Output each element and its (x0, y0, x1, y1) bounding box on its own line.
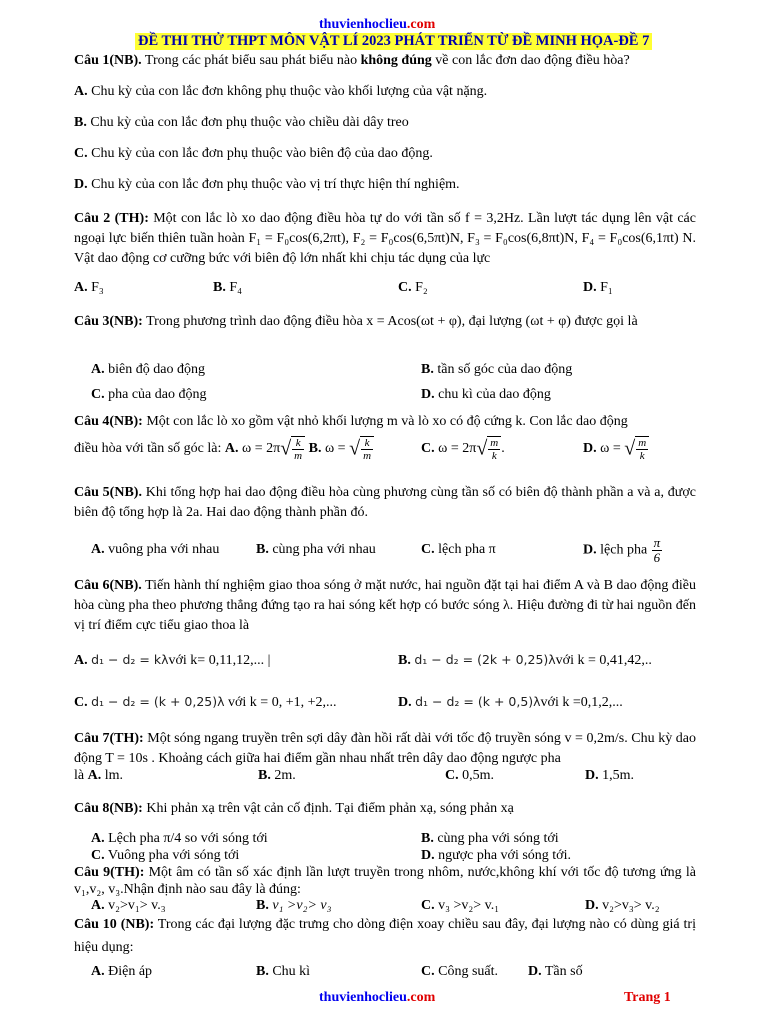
question-text: Một âm có tần số xác định lần lượt truyền trong nhôm, nước,không khí với tốc độ tương ứng là v₁,v₂, v₃.Nhận định nào sau đây là đúng: (74, 865, 696, 897)
q4-option-a: A. ω = 2π√ $\frac{k}{m}$ (225, 441, 305, 456)
question-label: Câu 5(NB). (74, 485, 142, 500)
q8-option-d: D. ngược pha với sóng tới. (421, 848, 571, 863)
q1-option-a: A. Chu kỳ của con lắc đơn không phụ thuộc vào khối lượng của vật nặng. (74, 84, 488, 99)
question-2 (74, 209, 696, 269)
question-4 (74, 412, 696, 432)
question-text: điều hòa với tần số góc là: (74, 441, 225, 457)
question-label: Câu 9(TH): (74, 865, 145, 880)
q10-option-d: D. Tần số (528, 964, 583, 979)
q1-option-d: D. Chu kỳ của con lắc đơn phụ thuộc vào vị trí thực hiện thí nghiệm. (74, 177, 460, 192)
q3-option-a: A. biên độ dao động (91, 362, 205, 377)
site-tld: .com (406, 990, 436, 1005)
q8-option-c: C. Vuông pha với sóng tới (91, 848, 240, 863)
q7-option-b: B. 2m. (258, 768, 296, 783)
question-text: Trong các đại lượng đặc trưng cho dòng điện xoay chiều sau đây, đại lượng nào có dùng giá trị hiệu dụng: (74, 917, 696, 955)
equation: d₁ − d₂ = (2k + 0,25)λ (414, 652, 556, 667)
question-label: Câu 10 (NB): (74, 917, 155, 932)
question-1 (74, 51, 696, 71)
q2-option-a: A. F₃ (74, 280, 104, 295)
question-label: Câu 8(NB): (74, 801, 143, 816)
site-header-link[interactable] (319, 17, 435, 33)
q6-option-b: B. d₁ − d₂ = (2k + 0,25)λvới k = 0,41,42,.. (398, 652, 652, 668)
site-name: thuvienhoclieu (319, 990, 407, 1005)
equation: d₁ − d₂ = (k + 0,5)λ (415, 694, 541, 709)
q4-option-d: D. ω = √ $\frac{m}{k}$ (583, 436, 649, 462)
q6-option-d: D. d₁ − d₂ = (k + 0,5)λvới k =0,1,2,... (398, 694, 623, 710)
question-7 (74, 729, 696, 769)
q8-option-a: A. Lệch pha π/4 so với sóng tới (91, 831, 268, 846)
q7-option-a: là A. lm. (74, 768, 124, 783)
question-text: Khi phản xạ trên vật cản cố định. Tại điểm phản xạ, sóng phản xạ (142, 801, 514, 816)
exam-title: ĐỀ THI THỬ THPT MÔN VẬT LÍ 2023 PHÁT TRIỂN TỪ ĐỀ MINH HỌA-ĐỀ 7 (135, 33, 652, 50)
q2-option-b: B. F₄ (213, 280, 243, 295)
q9-option-a: A. v₂>v₁> v.₃ (91, 898, 166, 913)
question-8 (74, 799, 696, 819)
q5-option-d: D. lệch pha $\frac{\pi}{6}$ (583, 535, 661, 565)
question-text: Một con lắc lò xo dao động điều hòa tự do với tần số f = 3,2Hz. Lần lượt tác dụng lên vật các ngoại lực biến thiên tuần hoàn F₁ = F₀cos(6,2πt), F₂ = F₀cos(6,5πt)N, F₃ = F₀cos(6,8πt)N, F₄ = F₀cos(6,1πt) N. Vật dao động cơ cưỡng bức với biên độ lớn nhất khi chịu tác dụng của lực (74, 211, 696, 266)
q6-option-a: A. d₁ − d₂ = kλvới k= 0,11,12,... | (74, 652, 271, 668)
question-text: Một con lắc lò xo gồm vật nhỏ khối lượng m và lò xo có độ cứng k. Con lắc dao động (142, 414, 628, 429)
page-number: Trang 1 (624, 990, 671, 1005)
question-label: Câu 2 (TH): (74, 211, 149, 226)
q1-option-b: B. Chu kỳ của con lắc đơn phụ thuộc vào chiều dài dây treo (74, 115, 409, 130)
q9-option-d: D. v₂>v₃> v.₂ (585, 898, 660, 913)
question-3 (74, 312, 696, 332)
q3-option-d: D. chu kì của dao động (421, 387, 551, 402)
q7-option-d: D. 1,5m. (585, 768, 635, 783)
equation: d₁ − d₂ = (k + 0,25)λ (91, 694, 225, 709)
q2-option-d: D. F₁ (583, 280, 613, 295)
question-5 (74, 483, 696, 523)
q10-option-c: C. Công suất. (421, 964, 499, 979)
question-6 (74, 576, 696, 636)
question-label: Câu 4(NB): (74, 414, 143, 429)
q9-option-b: B. v₁ >v₂> v₃ (256, 898, 332, 913)
site-tld: .com (406, 17, 436, 32)
q5-option-a: A. vuông pha với nhau (91, 542, 220, 557)
q3-option-b: B. tần số góc của dao động (421, 362, 573, 377)
question-label: Câu 1(NB). (74, 53, 142, 68)
question-label: Câu 7(TH): (74, 731, 144, 746)
equation: d₁ − d₂ = kλ (91, 652, 169, 667)
question-label: Câu 6(NB). (74, 578, 142, 593)
site-name: thuvienhoclieu (319, 17, 407, 32)
question-emphasis: không đúng (360, 53, 432, 68)
q4-options-line (74, 436, 374, 462)
q6-option-c: C. d₁ − d₂ = (k + 0,25)λ với k = 0, +1, +2,... (74, 694, 337, 710)
q2-option-c: C. F₂ (398, 280, 428, 295)
q1-option-c: C. Chu kỳ của con lắc đơn phụ thuộc vào biên độ của dao động. (74, 146, 433, 161)
question-text: Trong các phát biểu sau phát biểu nào (141, 53, 361, 68)
q10-option-a: A. Điện áp (91, 964, 153, 979)
q4-option-b: B. ω = √ $\frac{k}{m}$ (309, 441, 374, 456)
q8-option-b: B. cùng pha với sóng tới (421, 831, 559, 846)
q9-option-c: C. v₃ >v₂> v.₁ (421, 898, 500, 913)
question-text: về con lắc đơn dao động điều hòa? (431, 53, 630, 68)
q5-option-b: B. cùng pha với nhau (256, 542, 376, 557)
site-footer-link[interactable] (319, 990, 435, 1006)
question-label: Câu 3(NB): (74, 314, 143, 329)
question-text: Khi tổng hợp hai dao động điều hòa cùng phương cùng tần số có biên độ thành phần a và a, được biên độ tổng hợp là 2a. Hai dao động thành phần đó. (74, 485, 696, 520)
question-text: Một sóng ngang truyền trên sợi dây đàn hồi rất dài với tốc độ truyền sóng v = 0,2m/s. Chu kỳ dao động T = 10s . Khoảng cách giữa hai điểm gần nhau nhất trên dây dao động ngược pha (74, 731, 696, 766)
question-9 (74, 864, 696, 898)
question-10 (74, 913, 696, 959)
question-text: Tiến hành thí nghiệm giao thoa sóng ở mặt nước, hai nguồn đặt tại hai điểm A và B dao động điều hòa cùng pha theo phương thẳng đứng tạo ra hai sóng kết hợp có bước sóng λ. Hiệu đường đi từ hai nguồn đến vị trí điểm cực tiểu giao thoa là (74, 578, 697, 633)
q7-option-c: C. 0,5m. (445, 768, 495, 783)
q10-option-b: B. Chu kì (256, 964, 311, 979)
q4-option-c: C. ω = 2π√ $\frac{m}{k}$ . (421, 437, 505, 462)
question-text: Trong phương trình dao động điều hòa x = Acos(ωt + φ), đại lượng (ωt + φ) được gọi là (142, 314, 638, 329)
q3-option-c: C. pha của dao động (91, 387, 207, 402)
q5-option-c: C. lệch pha π (421, 542, 496, 557)
